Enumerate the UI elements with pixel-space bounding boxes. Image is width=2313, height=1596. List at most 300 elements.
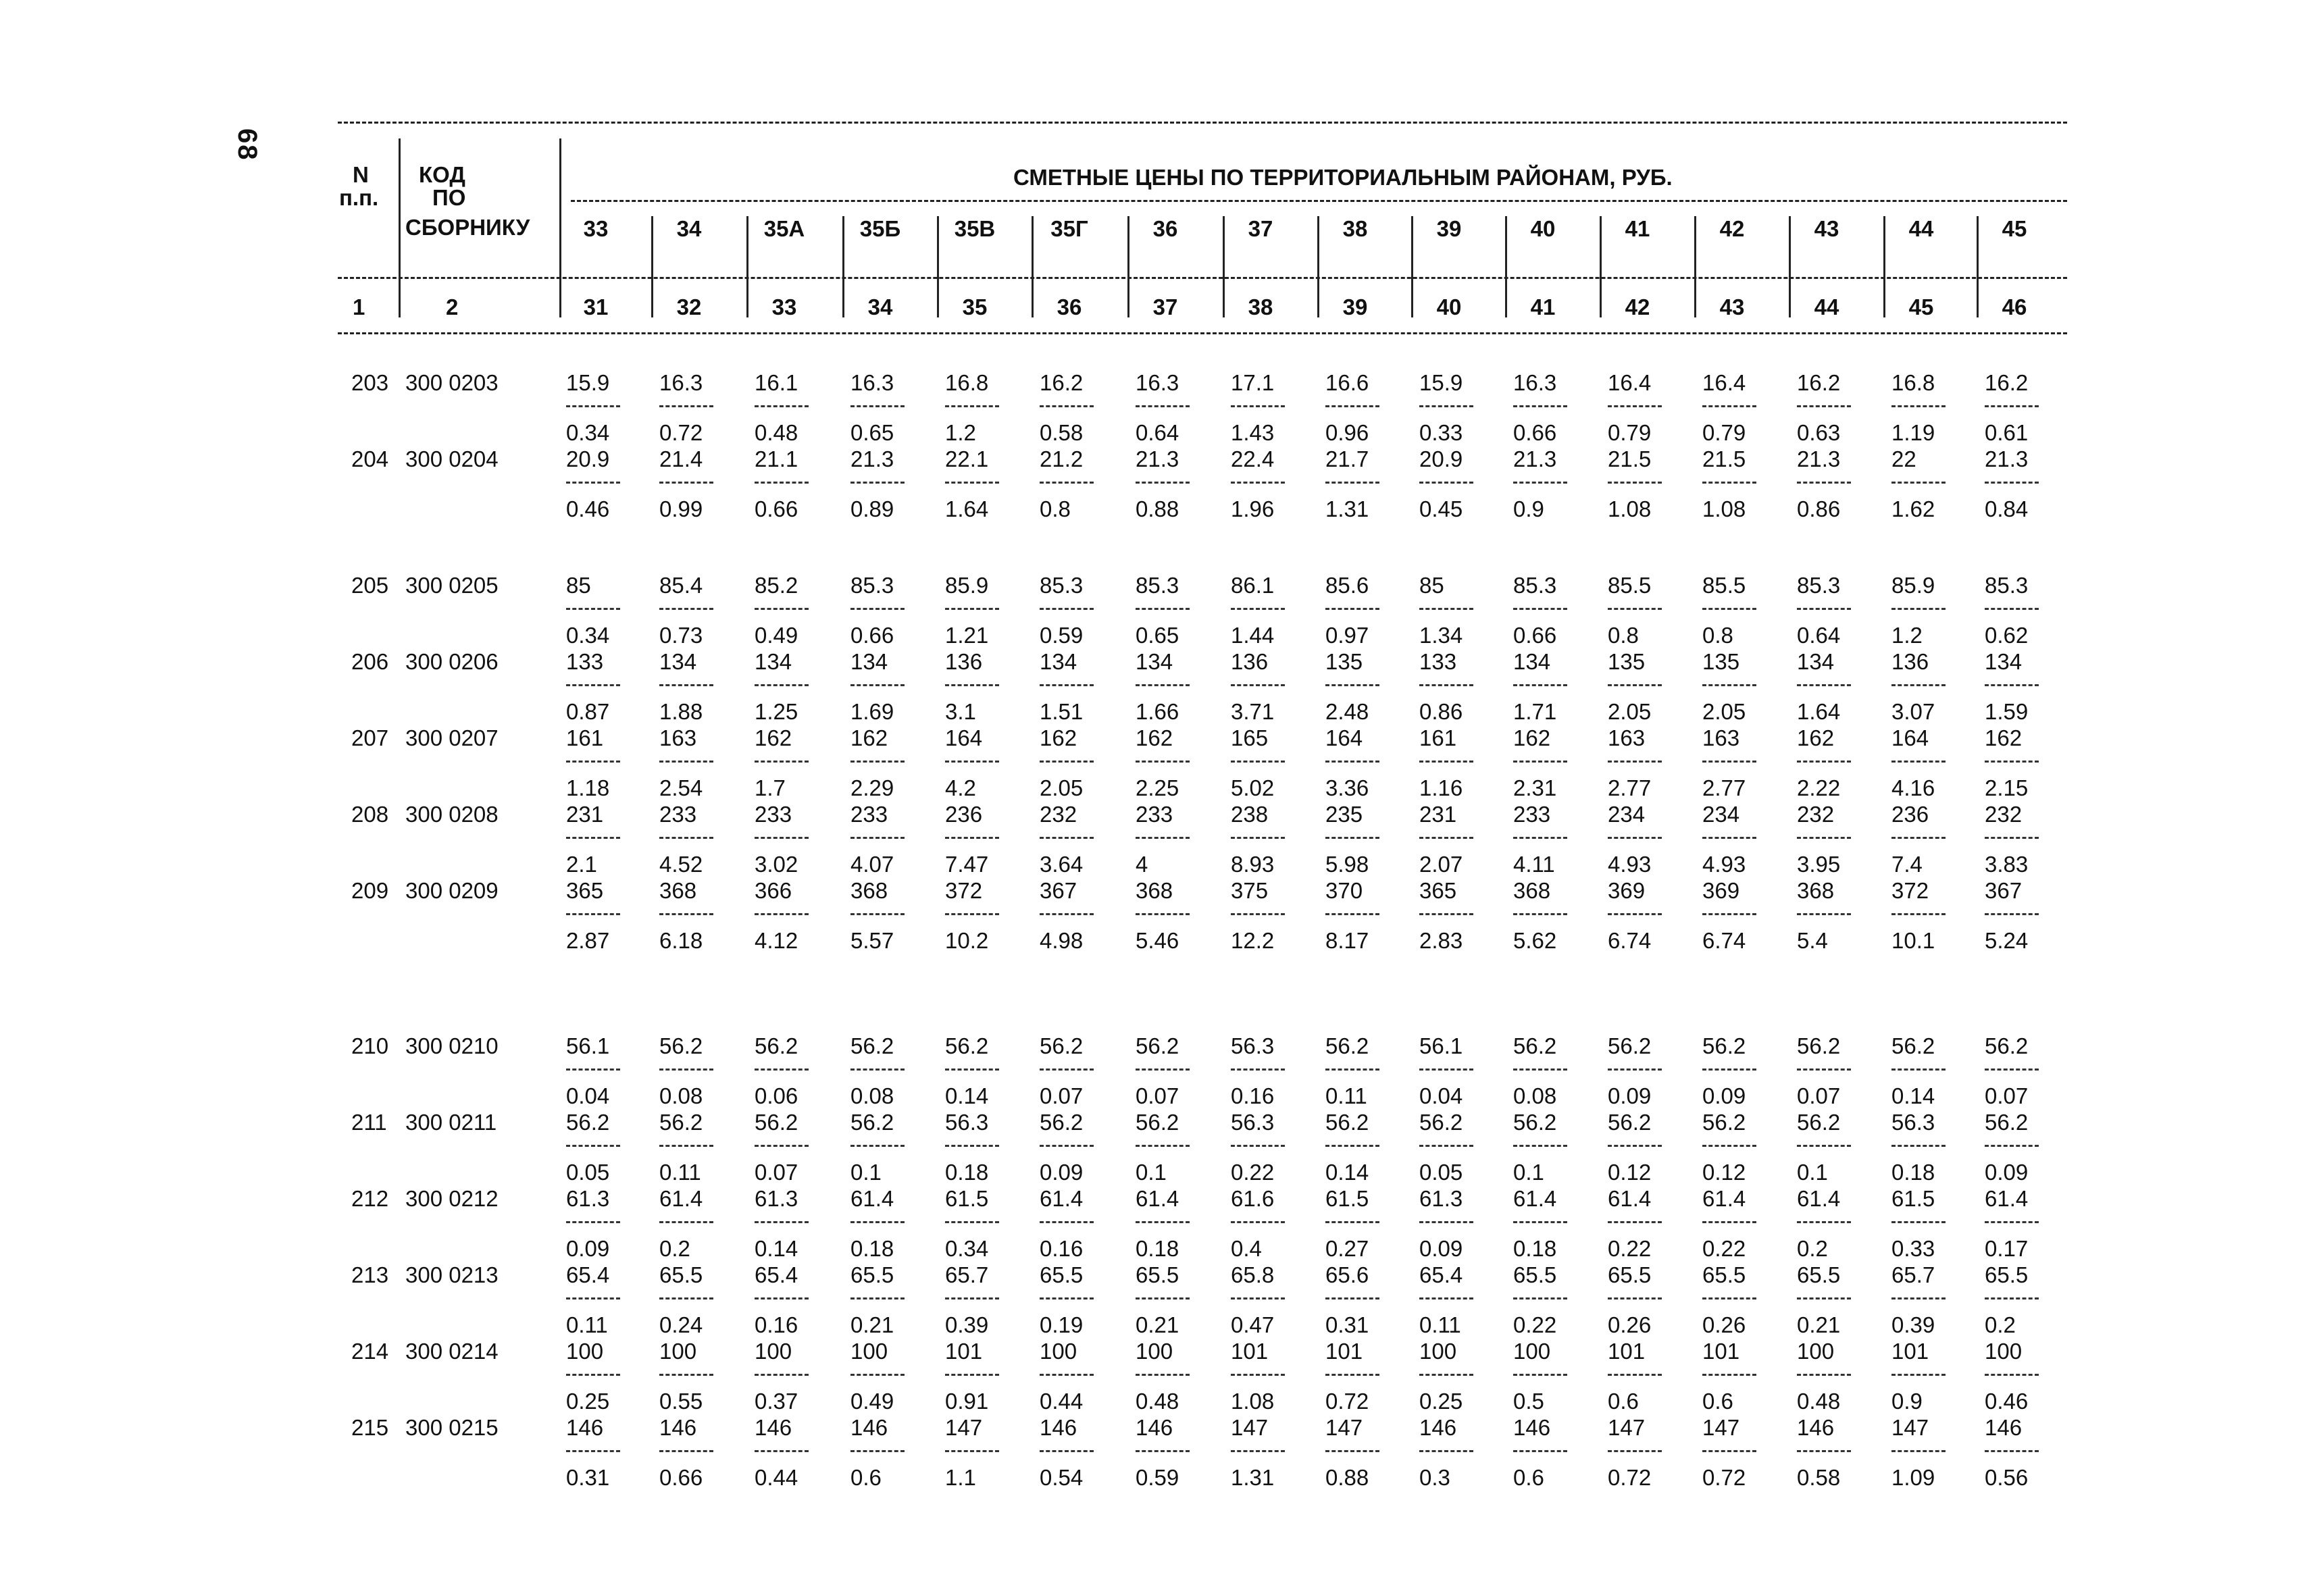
price-subvalue: 0.8 xyxy=(1608,623,1639,648)
price-subvalue: 5.57 xyxy=(850,928,894,953)
price-value: 146 xyxy=(659,1415,697,1440)
price-subvalue: 0.1 xyxy=(1797,1160,1828,1185)
price-value: 65.4 xyxy=(566,1262,610,1287)
fraction-line xyxy=(1325,608,1379,610)
price-value: 134 xyxy=(659,649,697,674)
price-value: 85.5 xyxy=(1702,573,1746,598)
price-value: 16.3 xyxy=(1136,370,1179,395)
region-header: 38 xyxy=(1342,216,1368,241)
fraction-line xyxy=(1040,1297,1094,1299)
price-subvalue: 0.88 xyxy=(1136,496,1179,521)
price-subvalue: 0.86 xyxy=(1419,699,1463,724)
price-value: 56.2 xyxy=(1985,1110,2029,1135)
price-value: 56.3 xyxy=(1231,1110,1275,1135)
fraction-line xyxy=(755,837,809,839)
fraction-line xyxy=(1325,482,1379,484)
price-subvalue: 2.07 xyxy=(1419,852,1463,877)
region-header: 35Б xyxy=(859,216,901,241)
fraction-line xyxy=(1702,761,1756,763)
price-value: 368 xyxy=(1136,878,1173,903)
fraction-line xyxy=(1702,684,1756,686)
fraction-line xyxy=(1891,608,1946,610)
price-value: 365 xyxy=(1419,878,1457,903)
price-value: 369 xyxy=(1608,878,1646,903)
price-subvalue: 0.26 xyxy=(1702,1312,1746,1337)
price-subvalue: 0.05 xyxy=(566,1160,610,1185)
fraction-line xyxy=(1136,1145,1190,1147)
price-value: 162 xyxy=(1040,725,1077,750)
row-code: 300 0205 xyxy=(405,573,499,598)
header-divider xyxy=(1600,216,1602,317)
fraction-line xyxy=(1231,1221,1285,1223)
price-subvalue: 0.18 xyxy=(850,1236,894,1261)
fraction-line xyxy=(1419,837,1473,839)
fraction-line xyxy=(755,1221,809,1223)
price-value: 56.2 xyxy=(1136,1110,1179,1135)
fraction-line xyxy=(850,1450,905,1452)
price-subvalue: 0.58 xyxy=(1797,1465,1841,1490)
price-subvalue: 0.65 xyxy=(1136,623,1179,648)
price-value: 134 xyxy=(1040,649,1077,674)
price-value: 65.5 xyxy=(1136,1262,1179,1287)
fraction-line xyxy=(1985,482,2039,484)
fraction-line xyxy=(850,405,905,407)
fraction-line xyxy=(945,1297,999,1299)
price-value: 368 xyxy=(1513,878,1551,903)
price-value: 65.5 xyxy=(1797,1262,1841,1287)
price-value: 22.4 xyxy=(1231,446,1275,471)
price-subvalue: 2.54 xyxy=(659,775,703,800)
price-subvalue: 0.09 xyxy=(1608,1083,1652,1108)
index-number: 41 xyxy=(1530,294,1556,319)
fraction-line xyxy=(1231,1374,1285,1376)
price-value: 163 xyxy=(659,725,697,750)
price-value: 133 xyxy=(566,649,604,674)
region-header: 39 xyxy=(1436,216,1462,241)
region-header: 34 xyxy=(676,216,702,241)
price-value: 85.3 xyxy=(850,573,894,598)
region-header: 42 xyxy=(1719,216,1745,241)
row-code: 300 0204 xyxy=(405,446,499,471)
price-value: 164 xyxy=(1325,725,1363,750)
price-value: 16.2 xyxy=(1040,370,1084,395)
price-value: 85.6 xyxy=(1325,573,1369,598)
fraction-line xyxy=(1608,1450,1662,1452)
index-number: 39 xyxy=(1342,294,1368,319)
fraction-line xyxy=(1419,608,1473,610)
price-value: 17.1 xyxy=(1231,370,1275,395)
price-subvalue: 5.46 xyxy=(1136,928,1179,953)
price-subvalue: 0.48 xyxy=(755,420,798,445)
fraction-line xyxy=(1702,913,1756,915)
fraction-line xyxy=(1608,1069,1662,1071)
price-subvalue: 0.73 xyxy=(659,623,703,648)
fraction-line xyxy=(659,608,713,610)
fraction-line xyxy=(1040,1069,1094,1071)
fraction-line xyxy=(1513,1069,1567,1071)
price-subvalue: 1.96 xyxy=(1231,496,1275,521)
fraction-line xyxy=(755,1374,809,1376)
fraction-line xyxy=(1513,837,1567,839)
price-value: 85.3 xyxy=(1513,573,1557,598)
header-divider xyxy=(842,216,844,317)
fraction-line xyxy=(566,761,620,763)
price-subvalue: 0.8 xyxy=(1702,623,1733,648)
fraction-line xyxy=(850,913,905,915)
fraction-line xyxy=(1985,1374,2039,1376)
fraction-line xyxy=(945,1069,999,1071)
price-subvalue: 0.2 xyxy=(1797,1236,1828,1261)
fraction-line xyxy=(566,684,620,686)
price-subvalue: 0.64 xyxy=(1797,623,1841,648)
fraction-line xyxy=(1040,684,1094,686)
fraction-line xyxy=(1136,482,1190,484)
price-subvalue: 4.11 xyxy=(1513,852,1555,877)
price-subvalue: 0.18 xyxy=(945,1160,989,1185)
price-subvalue: 10.2 xyxy=(945,928,989,953)
price-value: 56.2 xyxy=(1797,1110,1841,1135)
fraction-line xyxy=(1891,1145,1946,1147)
row-code: 300 0213 xyxy=(405,1262,499,1287)
price-value: 61.4 xyxy=(1985,1186,2029,1211)
price-subvalue: 1.31 xyxy=(1325,496,1369,521)
price-subvalue: 0.47 xyxy=(1231,1312,1275,1337)
fraction-line xyxy=(566,1145,620,1147)
index-number: 46 xyxy=(2002,294,2027,319)
price-subvalue: 0.91 xyxy=(945,1389,989,1414)
price-subvalue: 0.49 xyxy=(850,1389,894,1414)
price-subvalue: 0.5 xyxy=(1513,1389,1544,1414)
price-subvalue: 7.47 xyxy=(945,852,989,877)
price-subvalue: 7.4 xyxy=(1891,852,1923,877)
price-subvalue: 0.31 xyxy=(566,1465,610,1490)
price-subvalue: 0.63 xyxy=(1797,420,1841,445)
price-value: 233 xyxy=(755,802,792,827)
price-subvalue: 2.05 xyxy=(1040,775,1084,800)
price-value: 100 xyxy=(1040,1339,1077,1364)
price-value: 100 xyxy=(659,1339,697,1364)
price-value: 234 xyxy=(1608,802,1646,827)
price-subvalue: 0.58 xyxy=(1040,420,1084,445)
header-divider xyxy=(1411,216,1413,317)
price-subvalue: 0.56 xyxy=(1985,1465,2029,1490)
price-value: 134 xyxy=(1985,649,2023,674)
fraction-line xyxy=(755,1145,809,1147)
price-value: 134 xyxy=(1513,649,1551,674)
fraction-line xyxy=(1136,1297,1190,1299)
price-value: 56.2 xyxy=(1608,1033,1652,1058)
price-value: 136 xyxy=(1231,649,1269,674)
price-value: 61.5 xyxy=(1891,1186,1935,1211)
price-subvalue: 2.83 xyxy=(1419,928,1463,953)
price-value: 65.4 xyxy=(755,1262,798,1287)
fraction-line xyxy=(1797,1221,1851,1223)
fraction-line xyxy=(1419,913,1473,915)
fraction-line xyxy=(1891,684,1946,686)
fraction-line xyxy=(1325,1297,1379,1299)
price-subvalue: 1.34 xyxy=(1419,623,1463,648)
price-value: 21.3 xyxy=(1513,446,1557,471)
price-subvalue: 2.77 xyxy=(1608,775,1652,800)
fraction-line xyxy=(1702,837,1756,839)
price-value: 16.3 xyxy=(659,370,703,395)
index-number: 32 xyxy=(676,294,702,319)
header-divider xyxy=(937,216,939,317)
price-value: 370 xyxy=(1325,878,1363,903)
fraction-line xyxy=(1702,405,1756,407)
price-subvalue: 0.33 xyxy=(1419,420,1463,445)
price-value: 146 xyxy=(755,1415,792,1440)
price-subvalue: 1.51 xyxy=(1040,699,1084,724)
price-value: 56.2 xyxy=(945,1033,989,1058)
fraction-line xyxy=(850,1221,905,1223)
fraction-line xyxy=(659,1221,713,1223)
price-subvalue: 0.62 xyxy=(1985,623,2029,648)
region-header: 45 xyxy=(2002,216,2027,241)
price-subvalue: 1.64 xyxy=(945,496,989,521)
fraction-line xyxy=(1797,913,1851,915)
fraction-line xyxy=(566,482,620,484)
price-value: 136 xyxy=(945,649,983,674)
price-value: 56.2 xyxy=(755,1110,798,1135)
fraction-line xyxy=(1231,482,1285,484)
header-rule xyxy=(571,200,2067,202)
price-value: 163 xyxy=(1608,725,1646,750)
price-value: 56.1 xyxy=(566,1033,610,1058)
fraction-line xyxy=(1419,684,1473,686)
price-value: 234 xyxy=(1702,802,1740,827)
price-value: 232 xyxy=(1040,802,1077,827)
price-subvalue: 0.11 xyxy=(1325,1083,1367,1108)
price-value: 56.2 xyxy=(1419,1110,1463,1135)
price-subvalue: 0.09 xyxy=(1040,1160,1084,1185)
price-subvalue: 0.99 xyxy=(659,496,703,521)
price-subvalue: 0.04 xyxy=(1419,1083,1463,1108)
price-subvalue: 0.65 xyxy=(850,420,894,445)
region-header: 33 xyxy=(583,216,609,241)
price-value: 101 xyxy=(945,1339,983,1364)
price-value: 366 xyxy=(755,878,792,903)
fraction-line xyxy=(566,405,620,407)
price-value: 147 xyxy=(945,1415,983,1440)
price-subvalue: 0.14 xyxy=(1325,1160,1369,1185)
fraction-line xyxy=(1797,1297,1851,1299)
price-value: 147 xyxy=(1608,1415,1646,1440)
fraction-line xyxy=(1702,1374,1756,1376)
price-value: 56.2 xyxy=(1702,1033,1746,1058)
price-value: 164 xyxy=(1891,725,1929,750)
fraction-line xyxy=(850,1297,905,1299)
price-value: 56.2 xyxy=(850,1110,894,1135)
price-value: 85.3 xyxy=(1985,573,2029,598)
price-value: 101 xyxy=(1325,1339,1363,1364)
region-header: 35Г xyxy=(1050,216,1088,241)
price-subvalue: 0.48 xyxy=(1136,1389,1179,1414)
fraction-line xyxy=(755,913,809,915)
price-value: 101 xyxy=(1231,1339,1269,1364)
price-subvalue: 0.72 xyxy=(1608,1465,1652,1490)
fraction-line xyxy=(1985,1221,2039,1223)
header-divider xyxy=(1694,216,1696,317)
price-subvalue: 2.05 xyxy=(1702,699,1746,724)
fraction-line xyxy=(1231,837,1285,839)
row-number: 208 xyxy=(351,802,389,827)
fraction-line xyxy=(1040,1145,1094,1147)
fraction-line xyxy=(1797,482,1851,484)
region-header: 35В xyxy=(954,216,996,241)
fraction-line xyxy=(1325,1069,1379,1071)
row-number: 205 xyxy=(351,573,389,598)
price-value: 231 xyxy=(566,802,604,827)
price-subvalue: 5.02 xyxy=(1231,775,1275,800)
price-value: 21.7 xyxy=(1325,446,1369,471)
price-value: 162 xyxy=(1985,725,2023,750)
fraction-line xyxy=(1702,1450,1756,1452)
price-subvalue: 2.48 xyxy=(1325,699,1369,724)
price-value: 146 xyxy=(1136,1415,1173,1440)
col-code-label-2: ПО xyxy=(432,185,466,210)
fraction-line xyxy=(1419,1374,1473,1376)
price-value: 100 xyxy=(850,1339,888,1364)
price-subvalue: 0.44 xyxy=(755,1465,798,1490)
price-subvalue: 0.96 xyxy=(1325,420,1369,445)
price-subvalue: 0.46 xyxy=(566,496,610,521)
fraction-line xyxy=(1985,761,2039,763)
price-subvalue: 3.36 xyxy=(1325,775,1369,800)
row-number: 213 xyxy=(351,1262,389,1287)
fraction-line xyxy=(945,608,999,610)
price-value: 238 xyxy=(1231,802,1269,827)
fraction-line xyxy=(850,608,905,610)
price-value: 85.3 xyxy=(1797,573,1841,598)
fraction-line xyxy=(1985,684,2039,686)
price-value: 233 xyxy=(1136,802,1173,827)
price-value: 368 xyxy=(659,878,697,903)
price-subvalue: 6.18 xyxy=(659,928,703,953)
price-subvalue: 4.52 xyxy=(659,852,703,877)
price-subvalue: 4.16 xyxy=(1891,775,1935,800)
price-subvalue: 0.22 xyxy=(1231,1160,1275,1185)
fraction-line xyxy=(945,405,999,407)
row-code: 300 0214 xyxy=(405,1339,499,1364)
fraction-line xyxy=(1702,1221,1756,1223)
header-divider xyxy=(651,216,653,317)
price-value: 56.1 xyxy=(1419,1033,1463,1058)
price-subvalue: 1.64 xyxy=(1797,699,1841,724)
price-subvalue: 0.66 xyxy=(659,1465,703,1490)
price-value: 16.8 xyxy=(945,370,989,395)
fraction-line xyxy=(1513,684,1567,686)
price-value: 16.8 xyxy=(1891,370,1935,395)
price-subvalue: 3.02 xyxy=(755,852,798,877)
region-header: 35А xyxy=(763,216,805,241)
header-rule xyxy=(338,332,2067,334)
fraction-line xyxy=(659,1297,713,1299)
fraction-line xyxy=(1231,405,1285,407)
fraction-line xyxy=(1891,1297,1946,1299)
price-subvalue: 0.18 xyxy=(1891,1160,1935,1185)
price-subvalue: 2.77 xyxy=(1702,775,1746,800)
price-value: 61.3 xyxy=(755,1186,798,1211)
price-value: 100 xyxy=(1419,1339,1457,1364)
fraction-line xyxy=(1231,1450,1285,1452)
price-subvalue: 1.1 xyxy=(945,1465,976,1490)
price-value: 20.9 xyxy=(1419,446,1463,471)
index-number: 36 xyxy=(1057,294,1082,319)
price-subvalue: 0.64 xyxy=(1136,420,1179,445)
fraction-line xyxy=(1136,1221,1190,1223)
price-value: 163 xyxy=(1702,725,1740,750)
price-subvalue: 0.09 xyxy=(1419,1236,1463,1261)
price-subvalue: 0.9 xyxy=(1513,496,1544,521)
fraction-line xyxy=(1513,913,1567,915)
fraction-line xyxy=(1231,1145,1285,1147)
fraction-line xyxy=(1325,1374,1379,1376)
row-code: 300 0207 xyxy=(405,725,499,750)
price-value: 16.3 xyxy=(1513,370,1557,395)
fraction-line xyxy=(1797,1069,1851,1071)
price-value: 232 xyxy=(1985,802,2023,827)
price-value: 61.4 xyxy=(1797,1186,1841,1211)
price-value: 15.9 xyxy=(566,370,610,395)
price-subvalue: 1.21 xyxy=(945,623,989,648)
fraction-line xyxy=(755,482,809,484)
fraction-line xyxy=(1797,1145,1851,1147)
price-subvalue: 1.31 xyxy=(1231,1465,1275,1490)
price-subvalue: 5.4 xyxy=(1797,928,1828,953)
row-number: 210 xyxy=(351,1033,389,1058)
price-value: 21.2 xyxy=(1040,446,1084,471)
fraction-line xyxy=(1419,1069,1473,1071)
price-subvalue: 0.1 xyxy=(1513,1160,1544,1185)
price-value: 61.4 xyxy=(1513,1186,1557,1211)
price-subvalue: 0.21 xyxy=(1797,1312,1841,1337)
price-value: 85.5 xyxy=(1608,573,1652,598)
row-code: 300 0212 xyxy=(405,1186,499,1211)
fraction-line xyxy=(1608,1297,1662,1299)
fraction-line xyxy=(1985,1297,2039,1299)
price-subvalue: 0.59 xyxy=(1040,623,1084,648)
price-value: 56.3 xyxy=(945,1110,989,1135)
fraction-line xyxy=(1513,482,1567,484)
price-subvalue: 0.07 xyxy=(1797,1083,1841,1108)
fraction-line xyxy=(566,837,620,839)
price-subvalue: 0.07 xyxy=(1985,1083,2029,1108)
price-subvalue: 1.08 xyxy=(1702,496,1746,521)
price-subvalue: 0.6 xyxy=(850,1465,882,1490)
fraction-line xyxy=(1608,405,1662,407)
price-subvalue: 0.11 xyxy=(659,1160,701,1185)
fraction-line xyxy=(1985,1069,2039,1071)
price-subvalue: 2.25 xyxy=(1136,775,1179,800)
price-subvalue: 0.72 xyxy=(659,420,703,445)
price-value: 65.5 xyxy=(850,1262,894,1287)
fraction-line xyxy=(659,761,713,763)
price-value: 85 xyxy=(566,573,591,598)
price-value: 135 xyxy=(1608,649,1646,674)
region-header: 40 xyxy=(1530,216,1556,241)
price-value: 65.5 xyxy=(1513,1262,1557,1287)
price-subvalue: 4.12 xyxy=(755,928,798,953)
price-subvalue: 1.69 xyxy=(850,699,894,724)
fraction-line xyxy=(1891,1374,1946,1376)
price-value: 85.4 xyxy=(659,573,703,598)
price-value: 101 xyxy=(1891,1339,1929,1364)
row-code: 300 0206 xyxy=(405,649,499,674)
price-subvalue: 0.09 xyxy=(566,1236,610,1261)
header-divider xyxy=(559,138,561,317)
row-code: 300 0211 xyxy=(405,1110,497,1135)
